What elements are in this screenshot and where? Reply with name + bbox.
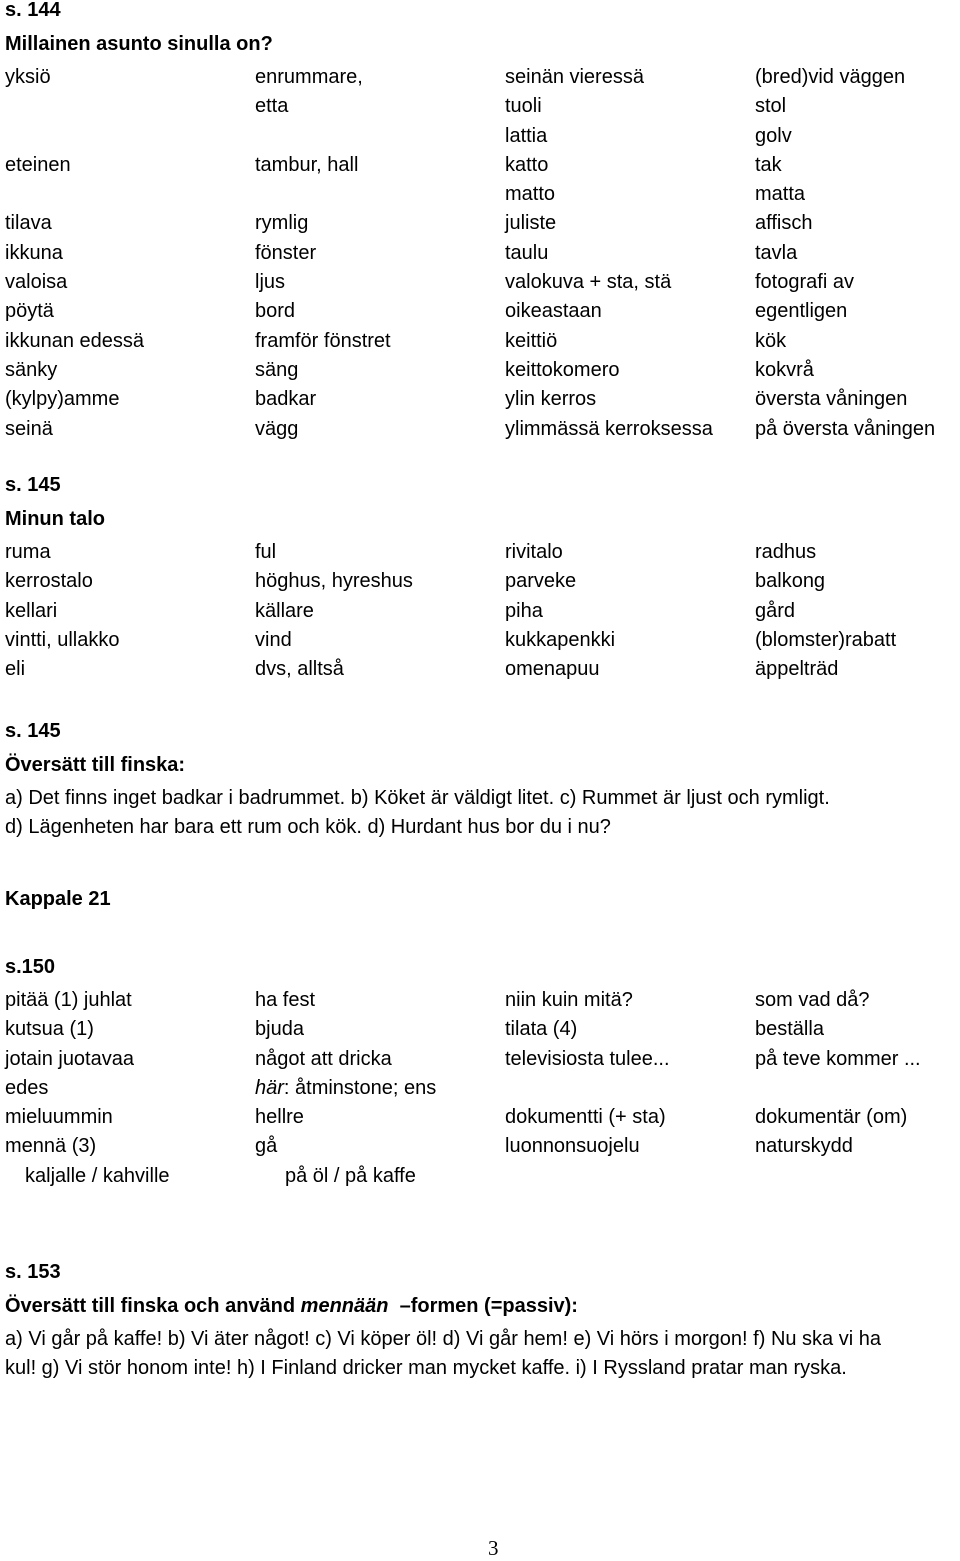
swedish-word: tak bbox=[755, 153, 782, 176]
swedish-word: källare bbox=[255, 599, 314, 622]
finnish-word: tilata (4) bbox=[505, 1018, 578, 1041]
swedish-word: golv bbox=[755, 124, 792, 147]
swedish-word: matta bbox=[755, 183, 806, 206]
finnish-word: keittiö bbox=[505, 329, 558, 352]
swedish-word: dokumentär (om) bbox=[755, 1106, 908, 1129]
finnish-word: edes bbox=[5, 1076, 49, 1099]
finnish-word: kerrostalo bbox=[5, 570, 93, 593]
vocab-table bbox=[5, 63, 960, 444]
swedish-word bbox=[255, 122, 505, 151]
page-ref: s.150 bbox=[5, 956, 56, 978]
finnish-word: katto bbox=[505, 153, 549, 176]
finnish-word: ylimmässä kerroksessa bbox=[505, 417, 713, 440]
swedish-word: på översta våningen bbox=[755, 417, 936, 440]
swedish-word: egentligen bbox=[755, 300, 848, 323]
vocab-row bbox=[5, 151, 960, 180]
vocab-row bbox=[5, 209, 960, 238]
swedish-word: ljus bbox=[255, 271, 286, 294]
finnish-word: keittokomero bbox=[505, 358, 620, 381]
swedish-word: ha fest bbox=[255, 989, 316, 1011]
swedish-word: beställa bbox=[755, 1018, 824, 1041]
vocab-row bbox=[5, 356, 960, 385]
vocab-row bbox=[5, 122, 960, 151]
finnish-word: ikkunan edessä bbox=[5, 329, 144, 352]
empty-cell bbox=[535, 1162, 785, 1191]
swedish-word: kokvrå bbox=[755, 358, 814, 381]
finnish-word: (kylpy)amme bbox=[5, 388, 120, 411]
swedish-word: enrummare, bbox=[255, 66, 363, 88]
swedish-word bbox=[255, 1074, 505, 1103]
finnish-word: tilava bbox=[5, 212, 52, 235]
vocab-row bbox=[5, 1162, 960, 1191]
finnish-word: televisiosta tulee... bbox=[505, 1047, 670, 1070]
finnish-word: ikkuna bbox=[5, 241, 63, 264]
swedish-word: gå bbox=[255, 1135, 278, 1158]
finnish-word: mieluummin bbox=[5, 1106, 113, 1129]
section-title: Millainen asunto sinulla on? bbox=[5, 33, 273, 55]
finnish-word: valoisa bbox=[5, 271, 68, 294]
finnish-word: vintti, ullakko bbox=[5, 628, 120, 651]
exercise-line: kul! g) Vi stör honom inte! h) I Finland dricker man mycket kaffe. i) I Ryssland pratar man ryska. bbox=[5, 1357, 847, 1380]
swedish-word: vägg bbox=[255, 417, 299, 440]
exercise-line: a) Det finns inget badkar i badrummet. b) Köket är väldigt litet. c) Rummet är ljust och rymligt. bbox=[5, 787, 830, 809]
swedish-word: på teve kommer ... bbox=[755, 1047, 921, 1070]
section-s145-minun-talo bbox=[5, 471, 960, 684]
page-ref: s. 145 bbox=[5, 474, 61, 496]
swedish-word: tavla bbox=[755, 241, 798, 264]
finnish-word: omenapuu bbox=[505, 658, 600, 681]
vocab-row bbox=[5, 655, 960, 684]
swedish-word: rymlig bbox=[255, 212, 309, 235]
chapter-title: Kappale 21 bbox=[5, 888, 111, 910]
title-text: –formen (=passiv): bbox=[388, 1295, 578, 1317]
page-ref: s. 145 bbox=[5, 720, 61, 742]
swedish-word: bjuda bbox=[255, 1018, 304, 1041]
section-s145-translate bbox=[5, 717, 830, 843]
vocab-row bbox=[5, 1074, 960, 1103]
finnish-word: parveke bbox=[505, 570, 577, 593]
vocab-row bbox=[5, 1132, 960, 1161]
italic-word: här bbox=[255, 1076, 284, 1099]
vocab-row bbox=[5, 1045, 960, 1074]
swedish-word: hellre bbox=[255, 1106, 304, 1129]
finnish-word: luonnonsuojelu bbox=[505, 1135, 640, 1158]
finnish-word: rivitalo bbox=[505, 541, 563, 563]
swedish-word: vind bbox=[255, 628, 292, 651]
swedish-word: framför fönstret bbox=[255, 329, 391, 352]
finnish-word: sänky bbox=[5, 358, 58, 381]
page-number: 3 bbox=[488, 1536, 499, 1560]
translation-text: : åtminstone; ens bbox=[283, 1076, 437, 1099]
swedish-word: etta bbox=[255, 95, 289, 118]
finnish-word: eteinen bbox=[5, 153, 71, 176]
swedish-word: balkong bbox=[755, 570, 826, 593]
vocab-row bbox=[5, 180, 960, 209]
swedish-word: gård bbox=[755, 599, 796, 622]
swedish-word: affisch bbox=[755, 212, 813, 235]
finnish-word: valokuva + sta, stä bbox=[505, 271, 672, 294]
finnish-word: taulu bbox=[505, 241, 549, 264]
finnish-word: kutsua (1) bbox=[5, 1018, 94, 1041]
finnish-word: pitää (1) juhlat bbox=[5, 989, 132, 1011]
finnish-word: kellari bbox=[5, 599, 58, 622]
swedish-word: dvs, alltså bbox=[255, 658, 344, 681]
finnish-word: dokumentti (+ sta) bbox=[505, 1106, 666, 1129]
swedish-word: höghus, hyreshus bbox=[255, 570, 413, 593]
vocab-row bbox=[5, 92, 960, 121]
finnish-word: tuoli bbox=[505, 95, 542, 118]
section-title bbox=[5, 1292, 881, 1321]
swedish-word: säng bbox=[255, 358, 299, 381]
swedish-word: naturskydd bbox=[755, 1135, 853, 1158]
swedish-word: översta våningen bbox=[755, 388, 908, 411]
swedish-word: ful bbox=[255, 541, 277, 563]
swedish-word: kök bbox=[755, 329, 787, 352]
vocab-table bbox=[5, 538, 960, 684]
finnish-word bbox=[5, 92, 255, 121]
vocab-row bbox=[5, 1103, 960, 1132]
vocab-row bbox=[5, 986, 960, 1015]
finnish-word: piha bbox=[505, 599, 543, 622]
swedish-word: (bred)vid väggen bbox=[755, 66, 906, 88]
vocab-row bbox=[5, 626, 960, 655]
section-s153 bbox=[5, 1258, 881, 1384]
swedish-word: något att dricka bbox=[255, 1047, 392, 1070]
exercise-line: d) Lägenheten har bara ett rum och kök. d) Hurdant hus bor du i nu? bbox=[5, 816, 611, 839]
vocab-row bbox=[5, 327, 960, 356]
swedish-word: äppelträd bbox=[755, 658, 839, 681]
swedish-word: stol bbox=[755, 95, 787, 118]
page-ref: s. 153 bbox=[5, 1261, 61, 1283]
title-italic: mennään bbox=[300, 1295, 389, 1317]
vocab-row bbox=[5, 567, 960, 596]
swedish-word: bord bbox=[255, 300, 296, 323]
finnish-word: kaljalle / kahville bbox=[25, 1164, 170, 1187]
finnish-word: kukkapenkki bbox=[505, 628, 616, 651]
title-text: Översätt till finska och använd bbox=[5, 1295, 301, 1317]
vocab-row bbox=[5, 415, 960, 444]
finnish-word: ruma bbox=[5, 541, 51, 563]
finnish-word: niin kuin mitä? bbox=[505, 989, 633, 1011]
swedish-word: (blomster)rabatt bbox=[755, 628, 897, 651]
swedish-word: badkar bbox=[255, 388, 317, 411]
finnish-word: seinän vieressä bbox=[505, 66, 644, 88]
page-ref: s. 144 bbox=[5, 0, 61, 21]
swedish-word: på öl / på kaffe bbox=[285, 1164, 416, 1187]
finnish-word: juliste bbox=[505, 212, 557, 235]
section-s150 bbox=[5, 953, 960, 1191]
finnish-word: seinä bbox=[5, 417, 53, 440]
finnish-word bbox=[5, 180, 255, 209]
swedish-word bbox=[255, 180, 505, 209]
vocab-row bbox=[5, 63, 960, 92]
vocab-row bbox=[5, 538, 960, 567]
vocab-row bbox=[5, 1015, 960, 1044]
finnish-word: mennä (3) bbox=[5, 1135, 97, 1158]
finnish-word: matto bbox=[505, 183, 556, 206]
empty-cell bbox=[755, 1074, 960, 1103]
swedish-word: radhus bbox=[755, 541, 817, 563]
vocab-row bbox=[5, 239, 960, 268]
finnish-word: jotain juotavaa bbox=[5, 1047, 134, 1070]
section-s144 bbox=[5, 0, 960, 444]
vocab-row bbox=[5, 597, 960, 626]
swedish-word: tambur, hall bbox=[255, 153, 359, 176]
empty-cell bbox=[785, 1162, 960, 1191]
swedish-word: fotografi av bbox=[755, 271, 854, 294]
finnish-word: eli bbox=[5, 658, 26, 681]
vocab-table bbox=[5, 986, 960, 1191]
finnish-word bbox=[5, 122, 255, 151]
empty-cell bbox=[505, 1074, 755, 1103]
finnish-word: oikeastaan bbox=[505, 300, 602, 323]
finnish-word: ylin kerros bbox=[505, 388, 597, 411]
vocab-row bbox=[5, 297, 960, 326]
vocab-row bbox=[5, 385, 960, 414]
finnish-word: lattia bbox=[505, 124, 548, 147]
finnish-word: yksiö bbox=[5, 66, 51, 88]
section-title: Översätt till finska: bbox=[5, 754, 186, 776]
vocab-row bbox=[5, 268, 960, 297]
swedish-word: fönster bbox=[255, 241, 317, 264]
section-title: Minun talo bbox=[5, 508, 105, 530]
finnish-word: pöytä bbox=[5, 300, 54, 323]
swedish-word: som vad då? bbox=[755, 989, 870, 1011]
exercise-line: a) Vi går på kaffe! b) Vi äter något! c) Vi köper öl! d) Vi går hem! e) Vi hörs i morgon! f) Nu ska vi ha bbox=[5, 1328, 881, 1350]
